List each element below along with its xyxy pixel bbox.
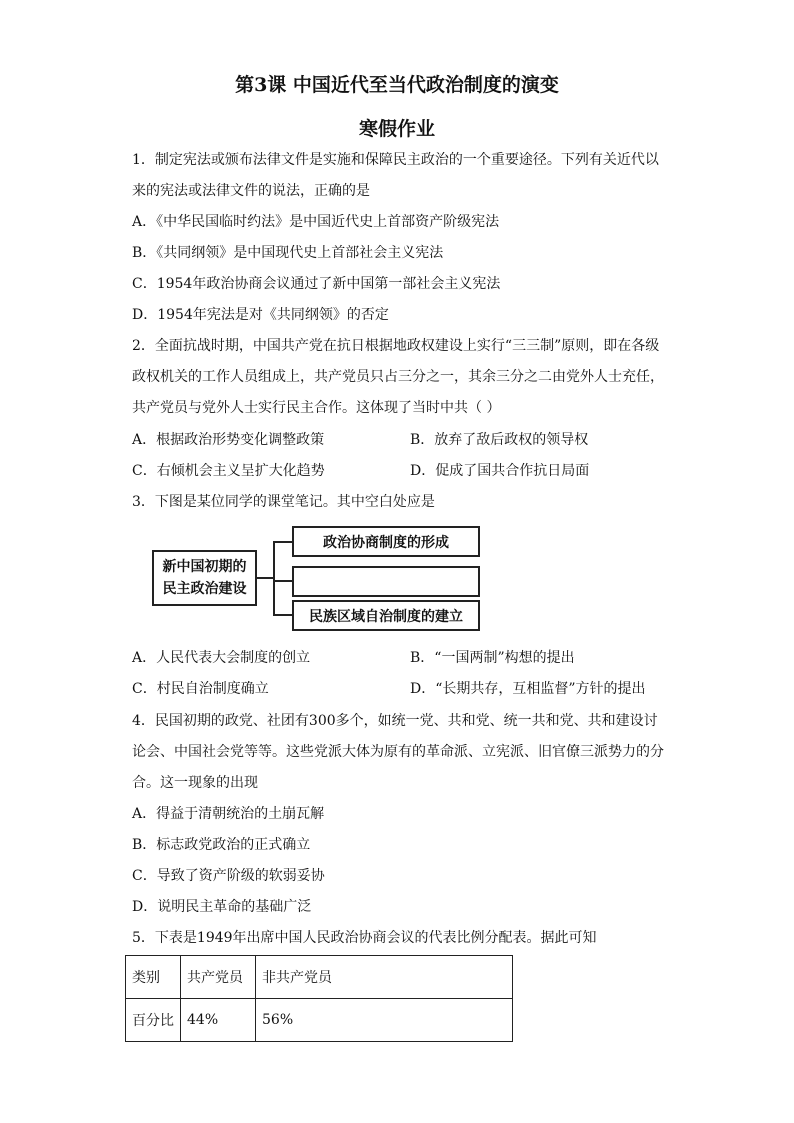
q1-stem-line1: 1．制定宪法或颁布法律文件是实施和保障民主政治的一个重要途径。下列有关近代以: [132, 152, 659, 168]
q2-stem-line2: 政权机关的工作人员组成上，共产党员只占三分之一，其余三分之二由党外人士充任，: [132, 369, 664, 385]
q2-stem-line3: 共产党员与党外人士实行民主合作。这体现了当时中共（ ）: [132, 400, 501, 416]
diagram-connector-middle: [273, 580, 293, 582]
table-row: [126, 999, 513, 1042]
diagram-connector-bottom: [273, 614, 293, 616]
q2-option-a: A．根据政治形势变化调整政策: [132, 432, 325, 448]
q3-option-a: A．人民代表大会制度的创立: [132, 650, 311, 666]
q3-option-b: B．“一国两制”构想的提出: [410, 650, 575, 666]
table-header-cell: 共产党员: [181, 956, 256, 999]
table-cell: 百分比: [126, 999, 181, 1042]
diagram-connector-vertical: [273, 541, 275, 615]
q1-option-a: A．《中华民国临时约法》是中国近代史上首部资产阶级宪法: [132, 214, 500, 230]
q2-stem-line1: 2．全面抗战时期，中国共产党在抗日根据地政权建设上实行“三三制”原则，即在各级: [132, 338, 660, 354]
q2-option-d: D．促成了国共合作抗日局面: [410, 463, 590, 479]
diagram-box-blank: [292, 566, 480, 597]
q4-option-c: C．导致了资产阶级的软弱妥协: [132, 868, 325, 884]
diagram-root-line2: 民主政治建设: [162, 581, 247, 597]
diagram-box-top: 政治协商制度的形成: [292, 526, 480, 557]
q2-option-b: B．放弃了敌后政权的领导权: [410, 432, 589, 448]
table-header-cell: 非共产党员: [256, 956, 513, 999]
diagram-connector-horizontal: [257, 577, 274, 579]
table-header-cell: 类别: [126, 956, 181, 999]
q4-stem-line3: 合。这一现象的出现: [132, 775, 258, 791]
q5-stem: 5．下表是1949年出席中国人民政治协商会议的代表比例分配表。据此可知: [132, 930, 597, 946]
q4-option-d: D．说明民主革命的基础广泛: [132, 899, 312, 915]
diagram-root-box: [152, 550, 257, 606]
table-row: [126, 956, 513, 999]
q3-option-c: C．村民自治制度确立: [132, 681, 269, 697]
q2-option-c: C．右倾机会主义呈扩大化趋势: [132, 463, 325, 479]
diagram-root-line1: 新中国初期的: [162, 559, 247, 575]
page-title: 第3课 中国近代至当代政治制度的演变: [235, 74, 559, 96]
q1-stem-line2: 来的宪法或法律文件的说法，正确的是: [132, 183, 370, 199]
q1-option-d: D．1954年宪法是对《共同纲领》的否定: [132, 307, 389, 323]
q4-stem-line1: 4．民国初期的政党、社团有300多个，如统一党、共和党、统一共和党、共和建设讨: [132, 713, 658, 729]
page-subtitle: 寒假作业: [358, 118, 435, 140]
q4-stem-line2: 论会、中国社会党等等。这些党派大体为原有的革命派、立宪派、旧官僚三派势力的分: [132, 744, 664, 760]
table-cell: 44%: [181, 999, 256, 1042]
table-cell: 56%: [256, 999, 513, 1042]
q4-option-b: B．标志政党政治的正式确立: [132, 837, 311, 853]
q1-option-b: B．《共同纲领》是中国现代史上首部社会主义宪法: [132, 245, 444, 261]
diagram-connector-top: [273, 541, 293, 543]
q4-option-a: A．得益于清朝统治的土崩瓦解: [132, 806, 325, 822]
q5-table: [125, 955, 513, 1042]
diagram-box-bottom: 民族区域自治制度的建立: [292, 600, 480, 631]
q3-stem: 3．下图是某位同学的课堂笔记。其中空白处应是: [132, 494, 435, 510]
q3-option-d: D．“长期共存，互相监督”方针的提出: [410, 681, 646, 697]
q1-option-c: C．1954年政治协商会议通过了新中国第一部社会主义宪法: [132, 276, 501, 292]
